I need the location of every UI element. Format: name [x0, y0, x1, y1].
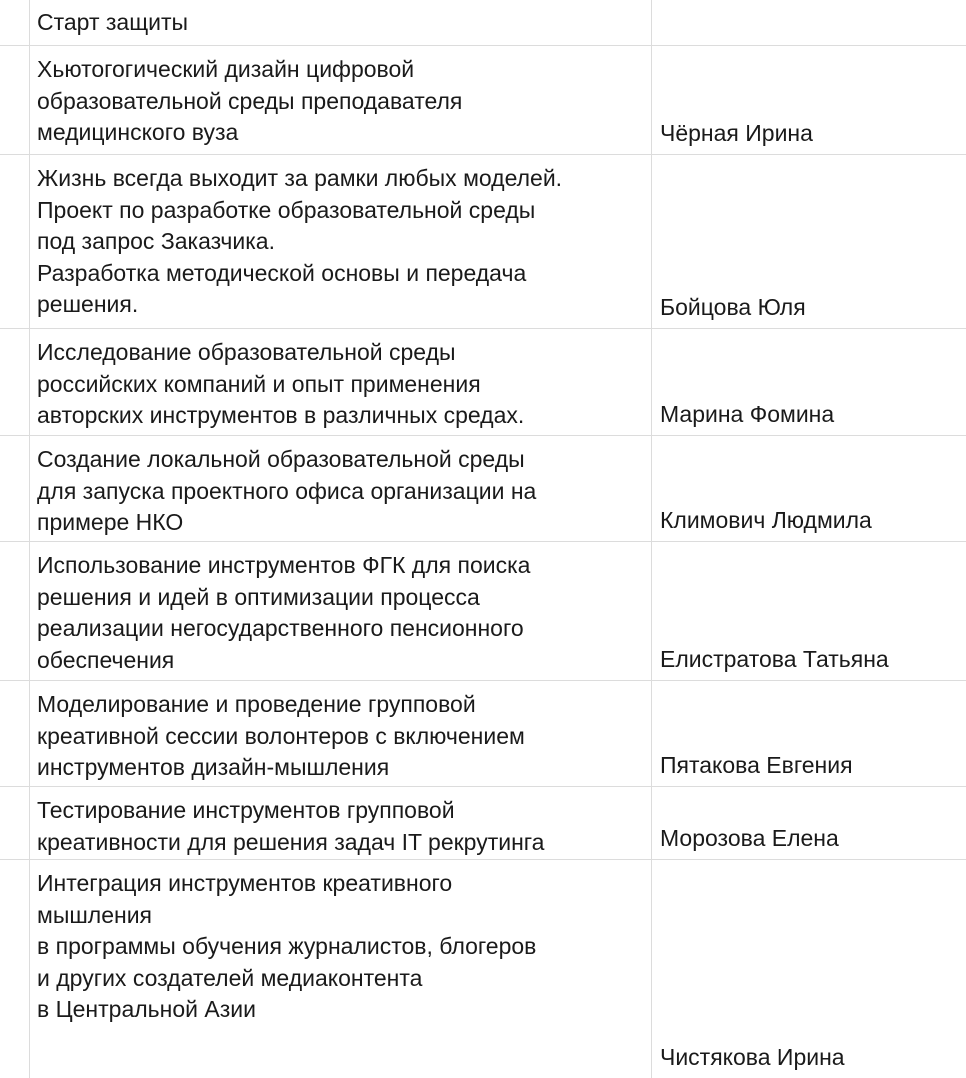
table-row — [0, 46, 966, 155]
row-stub-cell[interactable] — [0, 542, 29, 680]
row-stub-cell[interactable] — [0, 155, 29, 328]
topic-cell[interactable]: Тестирование инструментов групповой креативности для решения задач IT рекрутинга — [37, 797, 545, 855]
row-stub-cell[interactable] — [0, 787, 29, 859]
topic-cell[interactable]: Интеграция инструментов креативного мышления в программы обучения журналистов, блогеров и других создателей медиаконтента в Центральной Азии — [37, 870, 537, 1022]
speaker-cell[interactable]: Бойцова Юля — [660, 294, 806, 320]
topic-cell[interactable]: Создание локальной образовательной среды для запуска проектного офиса организации на примере НКО — [37, 446, 537, 535]
topic-cell[interactable]: Исследование образовательной среды российских компаний и опыт применения авторских инструментов в различных средах. — [37, 339, 525, 428]
speaker-cell[interactable]: Морозова Елена — [660, 825, 839, 851]
topic-cell[interactable]: Использование инструментов ФГК для поиска решения и идей в оптимизации процесса реализации негосударственного пенсионного обеспечения — [37, 552, 531, 673]
row-stub-cell[interactable] — [0, 329, 29, 435]
row-stub-cell[interactable] — [0, 0, 29, 45]
topic-cell[interactable]: Хьютогогический дизайн цифровой образовательной среды преподавателя медицинского вуза — [37, 56, 463, 145]
table-row — [0, 436, 966, 542]
topic-cell[interactable]: Жизнь всегда выходит за рамки любых моделей. Проект по разработке образовательной среды под запрос Заказчика. Разработка методической основы и передача решения. — [37, 165, 563, 317]
speaker-cell[interactable]: Чистякова Ирина — [660, 1044, 845, 1070]
speaker-cell[interactable]: Елистратова Татьяна — [660, 646, 889, 672]
table-row — [0, 860, 966, 1078]
table-row — [0, 155, 966, 329]
table-row — [0, 542, 966, 681]
speaker-cell[interactable]: Марина Фомина — [660, 401, 835, 427]
row-stub-cell[interactable] — [0, 681, 29, 786]
table-row — [0, 787, 966, 860]
row-stub-cell[interactable] — [0, 860, 29, 1078]
start-label-cell[interactable]: Старт защиты — [37, 9, 189, 35]
table-row-header — [0, 0, 966, 46]
speaker-cell[interactable]: Климович Людмила — [660, 507, 872, 533]
topic-cell[interactable]: Моделирование и проведение групповой креативной сессии волонтеров с включением инструментов дизайн-мышления — [37, 691, 525, 780]
speaker-cell[interactable]: Пятакова Евгения — [660, 752, 853, 778]
table-row — [0, 681, 966, 787]
table-row — [0, 329, 966, 436]
row-stub-cell[interactable] — [0, 436, 29, 541]
speaker-cell[interactable]: Чёрная Ирина — [660, 120, 813, 146]
row-stub-cell[interactable] — [0, 46, 29, 154]
